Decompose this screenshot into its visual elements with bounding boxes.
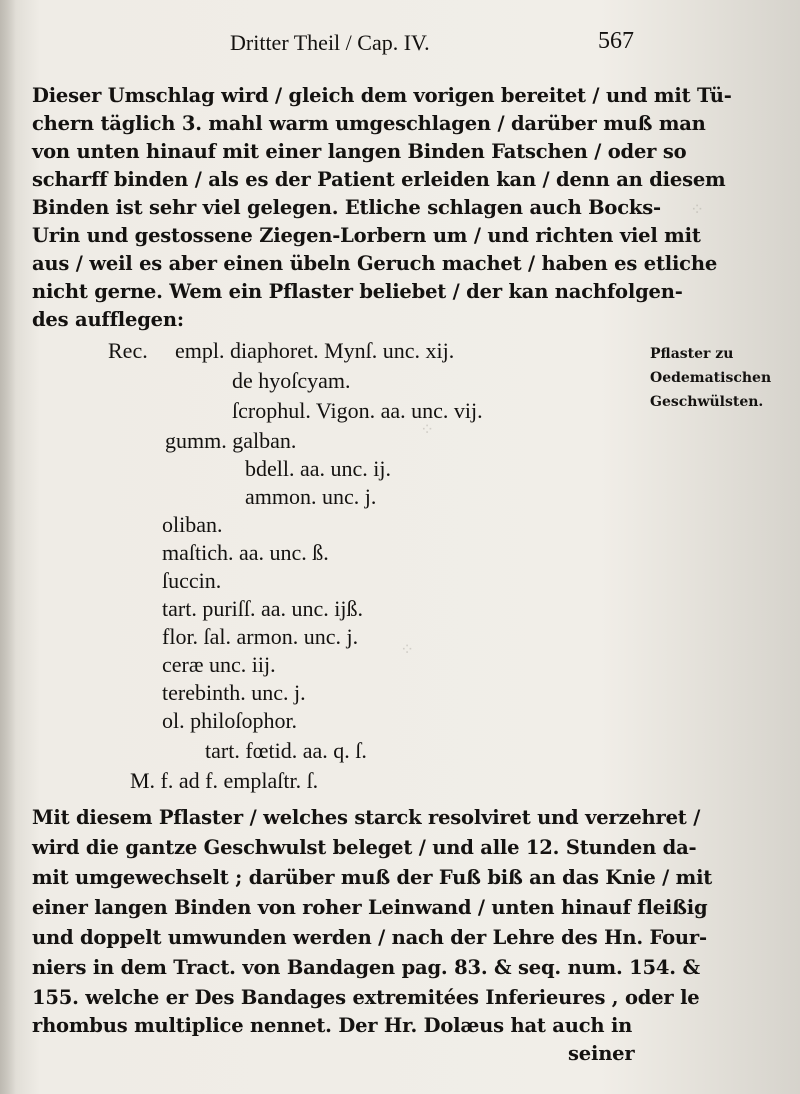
text-line: Dieser Umschlag wird / gleich dem vorigen bereitet / und mit Tü- [32, 84, 732, 107]
recipe-line: flor. ſal. armon. unc. j. [162, 624, 359, 649]
recipe-line: de hyoſcyam. [232, 368, 351, 393]
text-line: niers in dem Tract. von Bandagen pag. 83. & seq. num. 154. & [32, 956, 700, 979]
page-edge-shadow [0, 0, 16, 1094]
recipe-label: Rec. [108, 338, 148, 363]
bleed-through-mark: ⁘ [420, 420, 435, 440]
text-line: von unten hinauf mit einer langen Binden Fatschen / oder so [32, 140, 687, 163]
recipe-line: ceræ unc. iij. [162, 652, 276, 677]
recipe-line: empl. diaphoret. Mynſ. unc. xij. [175, 338, 455, 363]
page-number: 567 [598, 28, 634, 54]
text-line: Urin und gestossene Ziegen-Lorbern um / und richten viel mit [32, 224, 701, 247]
bleed-through-mark: ⁘ [400, 640, 415, 660]
recipe-line: tart. puriſſ. aa. unc. ijß. [162, 596, 363, 621]
recipe-line: maſtich. aa. unc. ß. [162, 540, 329, 565]
text-line: wird die gantze Geschwulst beleget / und alle 12. Stunden da- [32, 836, 697, 859]
recipe-line: ſcrophul. Vigon. aa. unc. vij. [232, 398, 483, 423]
text-line: chern täglich 3. mahl warm umgeschlagen / darüber muß man [32, 112, 706, 135]
text-line: 155. welche er Des Bandages extremitées Inferieures , oder le [32, 986, 700, 1009]
bleed-through-mark: ⁘ [690, 200, 705, 220]
text-line: rhombus multiplice nennet. Der Hr. Dolæus hat auch in [32, 1014, 633, 1037]
running-title: Dritter Theil / Cap. IV. [230, 30, 430, 55]
text-line: Mit diesem Pflaster / welches starck resolviret und verzehret / [32, 806, 701, 829]
recipe-closing: M. f. ad f. emplaſtr. ſ. [130, 768, 319, 793]
text-line: scharff binden / als es der Patient erleiden kan / denn an diesem [32, 168, 726, 191]
margin-note: Pflaster zu Oedematischen Geschwülsten. [650, 346, 772, 410]
text-line: des aufflegen: [32, 308, 184, 331]
recipe-line: bdell. aa. unc. ij. [245, 456, 392, 481]
text-line: mit umgewechselt ; darüber muß der Fuß biß an das Knie / mit [32, 866, 713, 889]
catchword: seiner [568, 1042, 635, 1065]
text-line: aus / weil es aber einen übeln Geruch machet / haben es etliche [32, 252, 718, 275]
recipe-line: ol. philoſophor. [162, 708, 298, 733]
text-line: nicht gerne. Wem ein Pflaster beliebet / der kan nachfolgen- [32, 280, 683, 303]
text-line: einer langen Binden von roher Leinwand / unten hinauf fleißig [32, 896, 708, 919]
recipe-line: ammon. unc. j. [245, 484, 377, 509]
recipe-line: oliban. [162, 512, 223, 537]
recipe-line: gumm. galban. [165, 428, 297, 453]
recipe-line: tart. fœtid. aa. q. ſ. [205, 738, 367, 763]
recipe-line: ſuccin. [162, 568, 222, 593]
recipe-line: terebinth. unc. j. [162, 680, 306, 705]
text-line: Binden ist sehr viel gelegen. Etliche schlagen auch Bocks- [32, 196, 661, 219]
text-line: und doppelt umwunden werden / nach der Lehre des Hn. Four- [32, 926, 707, 949]
